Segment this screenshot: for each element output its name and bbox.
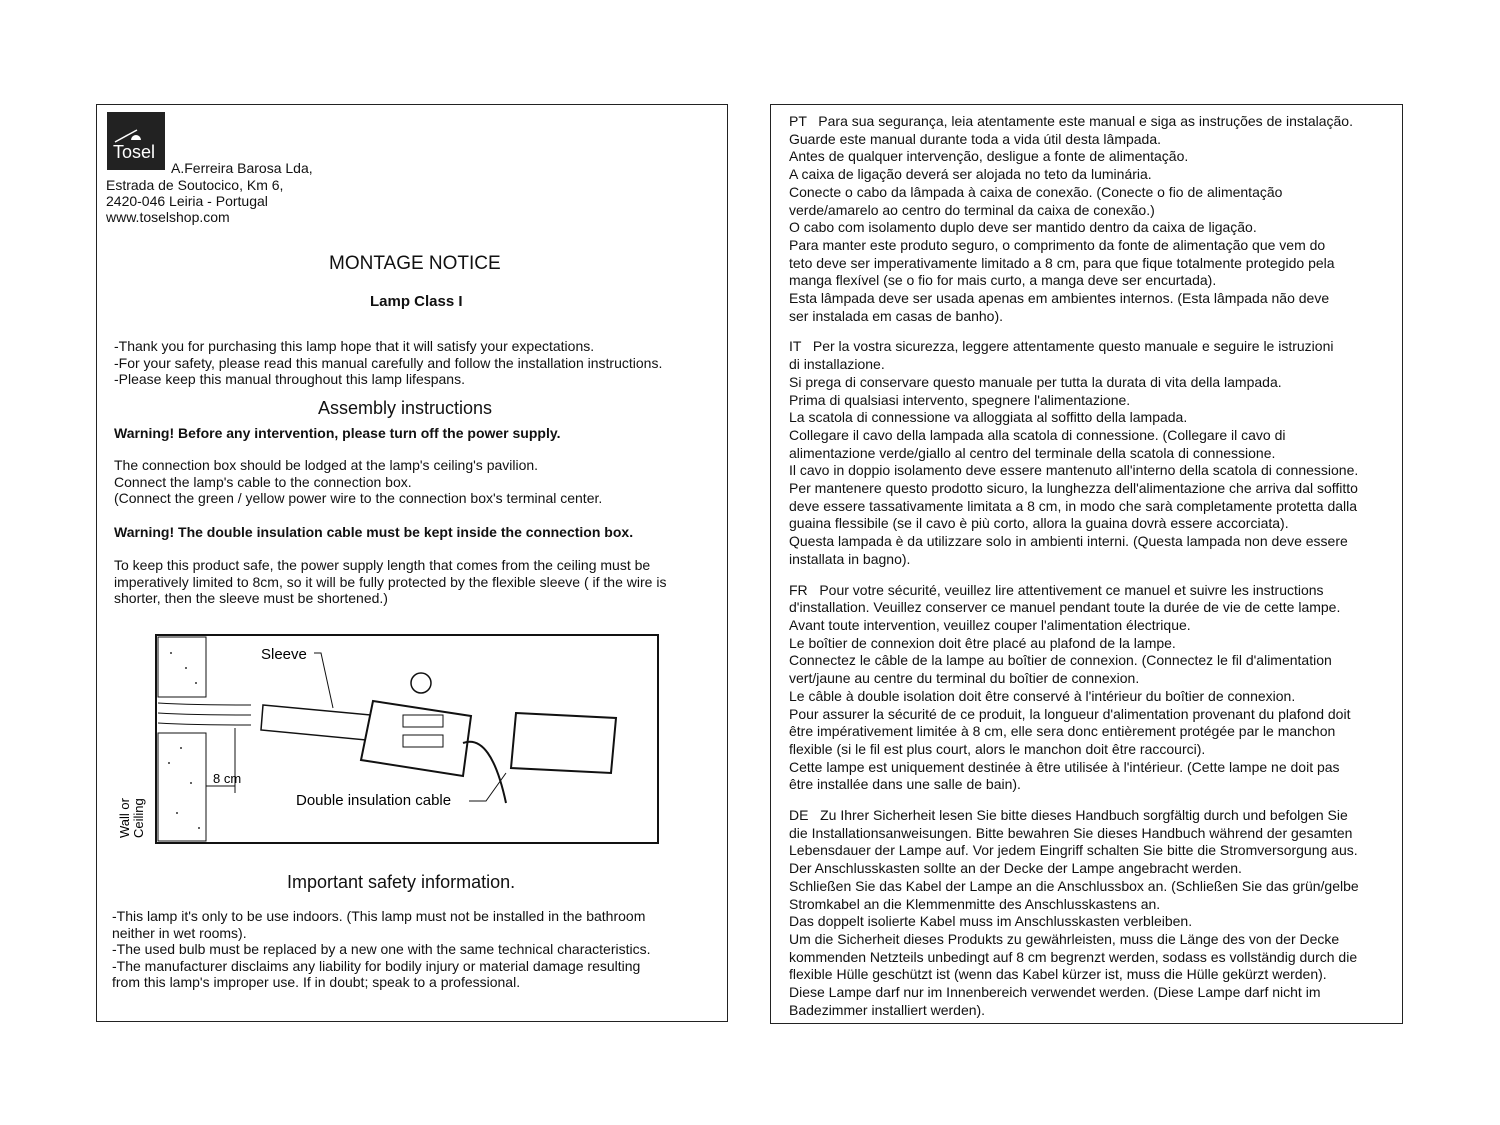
text-line: flexible (si le fil est plus court, alors le manchon doit être raccourci). (789, 740, 1206, 757)
svg-text:Tosel: Tosel (113, 142, 156, 162)
english-page (96, 104, 728, 1022)
text-line: Avant toute intervention, veuillez couper l'alimentation électrique. (789, 616, 1191, 633)
text-line: Conecte o cabo da lâmpada à caixa de conexão. (Conecte o fio de alimentação (789, 183, 1283, 200)
text-line: Guarde este manual durante toda a vida útil desta lâmpada. (789, 130, 1162, 147)
text-line: IT Per la vostra sicurezza, leggere attentamente questo manuale e seguire le istruzioni (789, 338, 1334, 355)
text-line: DE Zu Ihrer Sicherheit lesen Sie bitte dieses Handbuch sorgfältig durch und befolgen Sie (789, 807, 1348, 824)
warning-cable: Warning! The double insulation cable must be kept inside the connection box. (114, 524, 634, 540)
text-line: La scatola di connessione va alloggiata al soffitto della lampada. (789, 409, 1188, 426)
text-line: Si prega di conservare questo manuale per tutta la durata di vita della lampada. (789, 373, 1282, 390)
text-line: Prima di qualsiasi intervento, spegnere l'alimentazione. (789, 391, 1131, 408)
text-line: être installée dans une salle de bain). (789, 776, 1021, 793)
text-line: guaina flessibile (se il cavo è più corto, allora la guaina dovrà essere accorciata). (789, 515, 1289, 532)
text-line: Stromkabel an die Klemmenmitte des Anschlusskastens an. (789, 895, 1161, 912)
text-line: flexible Hülle geschützt ist (wenn das Kabel kürzer ist, muss die Hülle gekürzt werden). (789, 966, 1327, 983)
text-line: Le boîtier de connexion doit être placé au plafond de la lampe. (789, 634, 1176, 651)
text-line: Esta lâmpada deve ser usada apenas em ambientes internos. (Esta lâmpada não deve (789, 290, 1330, 307)
translations-page (770, 104, 1403, 1024)
text-line: manga flexível (se o fio for mais curto, a manga deve ser encurtada). (789, 272, 1217, 289)
text-line: être impérativement limitée à 8 cm, elle sera donc entièrement protégée par le manchon (789, 723, 1336, 740)
section-it (789, 338, 1359, 568)
cable-label: Double insulation cable (296, 792, 452, 809)
sleeve-label: Sleeve (261, 646, 307, 663)
text-line: Il cavo in doppio isolamento deve essere mantenuto all'interno della scatola di connessione. (789, 462, 1359, 479)
text-line: d'installation. Veuillez conserver ce manuel pendant toute la durée de vie de cette lampe. (789, 599, 1341, 616)
company-name: A.Ferreira Barosa Lda, (171, 160, 313, 176)
text-line: teto deve ser imperativamente limitado a 8 cm, para que fique totalmente protegido pela (789, 254, 1335, 271)
text-line: Das doppelt isolierte Kabel muss im Anschlusskasten verbleiben. (789, 913, 1193, 930)
section-de (789, 807, 1359, 1019)
text-line: Connectez le câble de la lampe au boîtier de connexion. (Connectez le fil d'alimentation (789, 652, 1332, 669)
svg-text:Wall or: Wall or (117, 798, 132, 838)
safety-heading: Important safety information. (287, 872, 516, 892)
address-street: Estrada de Soutocico, Km 6, (106, 177, 284, 193)
text-line: Antes de qualquer intervenção, desligue a fonte de alimentação. (789, 148, 1189, 165)
website-link[interactable]: www.toselshop.com (106, 209, 230, 225)
section-fr (789, 582, 1359, 794)
text-line: Lebensdauer der Lampe auf. Vor jedem Eingriff schalten Sie bitte die Stromversorgung aus. (789, 842, 1358, 859)
warning-power: Warning! Before any intervention, please turn off the power supply. (114, 425, 561, 441)
text-line: Le câble à double isolation doit être conservé à l'intérieur du boîtier de connexion. (789, 687, 1296, 704)
installation-diagram (111, 633, 661, 848)
section-pt (789, 113, 1359, 325)
text-line: vert/jaune au centre du terminal du boîtier de connexion. (789, 670, 1140, 687)
text-line: kommenden Netzteils unbedingt auf 8 cm begrenzt werden, sodass es vollständig durch die (789, 948, 1358, 965)
text-line: Der Anschlusskasten sollte an der Decke der Lampe angebracht werden. (789, 860, 1242, 877)
document-title: MONTAGE NOTICE (329, 253, 501, 274)
text-line: alimentazione verde/giallo al centro del terminale della scatola di connessione. (789, 444, 1276, 461)
text-line: O cabo com isolamento duplo deve ser mantido dentro da caixa de ligação. (789, 219, 1257, 236)
distance-label: 8 cm (213, 771, 242, 786)
text-line: Para manter este produto seguro, o comprimento da fonte de alimentação que vem do (789, 236, 1326, 253)
safety-text: -This lamp it's only to be use indoors. (This lamp must not be installed in the bathroom neither in wet rooms). -The used bulb must be replaced by a new one with the same technical characteristics. -The manufacturer disclaims any liability for bodily injury or material damage resulting from this lamp's improper use. If in doubt; speak to a professional. (112, 908, 651, 990)
text-line: Badezimmer installiert werden). (789, 1001, 986, 1018)
intro-text: -Thank you for purchasing this lamp hope that it will satisfy your expectations. -For your safety, please read this manual carefully and follow the installation instructions. -Please keep this manual throughout this lamp lifespans. (114, 338, 663, 387)
text-line: deve essere tassativamente limitata a 8 cm, in modo che sarà completamente protetta dalla (789, 497, 1358, 514)
lamp-class: Lamp Class I (370, 293, 463, 310)
text-line: Diese Lampe darf nur im Innenbereich verwendet werden. (Diese Lampe darf nicht im (789, 984, 1321, 1001)
text-line: Collegare il cavo della lampada alla scatola di connessione. (Collegare il cavo di (789, 426, 1286, 443)
connection-text: The connection box should be lodged at the lamp's ceiling's pavilion. Connect the lamp's cable to the connection box. (Connect the green / yellow power wire to the connection box's terminal center. (114, 457, 603, 506)
text-line: installata in bagno). (789, 550, 911, 567)
assembly-heading: Assembly instructions (318, 398, 493, 418)
text-line: Schließen Sie das Kabel der Lampe an die Anschlussbox an. (Schließen Sie das grün/gelbe (789, 877, 1359, 894)
text-line: PT Para sua segurança, leia atentamente este manual e siga as instruções de instalação. (789, 113, 1353, 129)
text-line: A caixa de ligação deverá ser alojada no teto da luminária. (789, 166, 1152, 183)
svg-text:Ceiling: Ceiling (131, 798, 146, 838)
keep-safe-text: To keep this product safe, the power supply length that comes from the ceiling must be imperatively limited to 8cm, so it will be fully protected by the flexible sleeve ( if the wire is shorter, then the sleeve must be shortened.) (114, 557, 667, 606)
text-line: Cette lampe est uniquement destinée à être utilisée à l'intérieur. (Cette lampe ne doit pas (789, 758, 1340, 775)
text-line: Per mantenere questo prodotto sicuro, la lunghezza dell'alimentazione che arriva dal soffitto (789, 480, 1358, 497)
address-city: 2420-046 Leiria - Portugal (106, 193, 268, 209)
tosel-logo (107, 112, 165, 170)
text-line: Questa lampada è da utilizzare solo in ambienti interni. (Questa lampada non deve essere (789, 533, 1348, 550)
text-line: FR Pour votre sécurité, veuillez lire attentivement ce manuel et suivre les instructions (789, 581, 1324, 598)
text-line: ser instalada em casas de banho). (789, 307, 1004, 324)
text-line: die Installationsanweisungen. Bitte bewahren Sie dieses Handbuch während der gesamten (789, 824, 1353, 841)
text-line: Pour assurer la sécurité de ce produit, la longueur d'alimentation provenant du plafond doit (789, 705, 1351, 722)
text-line: di installazione. (789, 356, 885, 373)
text-line: verde/amarelo ao centro do terminal da caixa de conexão.) (789, 201, 1155, 218)
text-line: Um die Sicherheit dieses Produkts zu gewährleisten, muss die Länge des von der Decke (789, 930, 1340, 947)
